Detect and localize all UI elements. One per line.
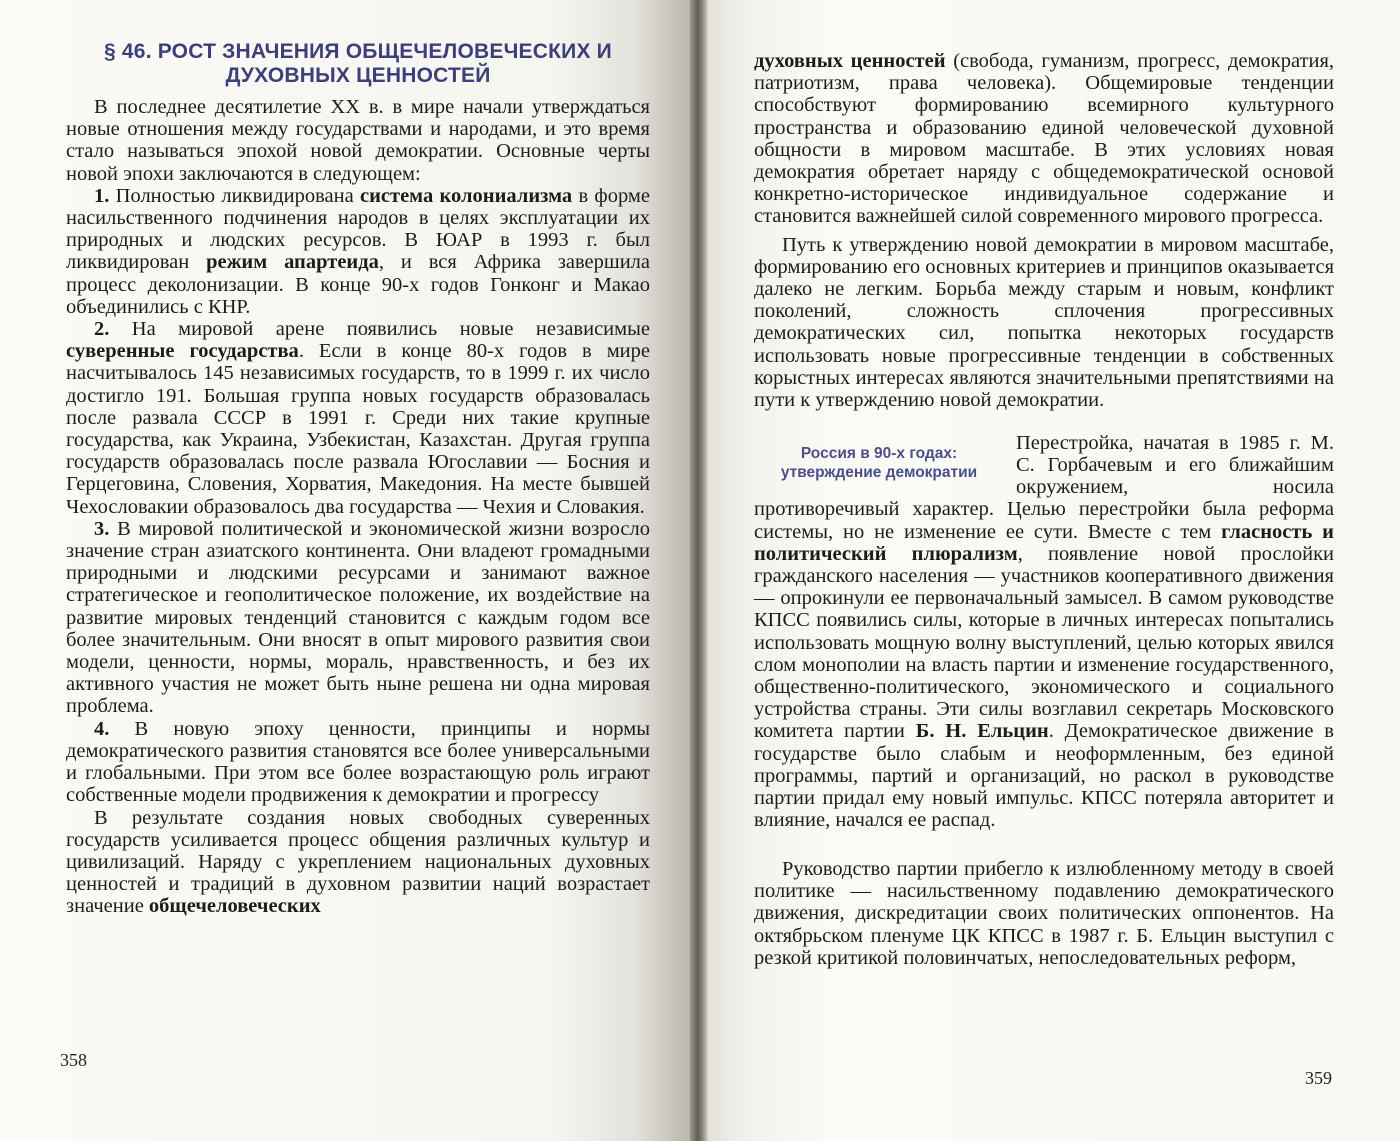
page-number-left: 358	[60, 1050, 87, 1070]
continued-paragraph: духовных ценностей (свобода, гуманизм, прогресс, демократия, патриотизм, права человека). Общемировые тенденции способствуют формированию всемирного культурного пространства и образованию единой человеческой духовной общности в мировом масштабе. В этих условиях новая демократия обретает наряду с общедемократической основой конкретно-историческое индивидуальное содержание и становится важнейшей силой современного мирового прогресса.	[754, 50, 1334, 228]
point-4-number: 4.	[94, 717, 110, 740]
point-1-number: 1.	[94, 184, 110, 207]
left-page	[0, 0, 690, 1141]
intro-paragraph: В последнее десятилетие XX в. в мире начали утверждаться новые отношения между государствами и народами, и это время стало называться эпохой новой демократии. Основные черты новой эпохи заключаются в следующем:	[66, 96, 650, 185]
point-4-paragraph: 4. В новую эпоху ценности, принципы и нормы демократического развития становятся все более универсальными и глобальными. При этом все более возрастающую роль играют собственные модели продвижения к демократии и прогрессу	[66, 717, 650, 807]
democracy-path-paragraph: Путь к утверждению новой демократии в мировом масштабе, формированию его основных критериев и принципов оказывается далеко не легким. Борьба между старым и новым, конфликт поколений, сложность сплочения прогрессивных демократических сил, попытка некоторых государств использовать новые прогрессивные тенденции в собственных корыстных интересах являются значительными препятствиями на пути к утверждению новой демократии.	[754, 233, 1334, 412]
term-apartheid: режим апартеида	[206, 251, 379, 274]
term-glasnost-pluralism: гласность и политический плюрализм	[754, 520, 1334, 565]
point-1-paragraph: 1. Полностью ликвидирована система колониализма в форме насильственного подчинения народов в целях эксплуатации их природных и людских ресурсов. В ЮАР в 1993 г. был ликвидирован режим апартеида, и вся Африка завершила процесс деколонизации. В конце 90-х годов Гонконг и Макао объединились с КНР.	[66, 184, 650, 318]
book-gutter	[690, 0, 708, 1141]
term-yeltsin: Б. Н. Ельцин	[915, 720, 1049, 743]
point-3-number: 3.	[94, 517, 110, 540]
russia-section	[754, 432, 1334, 852]
section-title	[66, 40, 650, 88]
conclusion-paragraph: В результате создания новых свободных суверенных государств усиливается процесс общения различных культур и цивилизаций. Наряду с укреплением национальных духовных ценностей и традиций в духовном развитии наций возрастает значение общечеловеческих	[66, 806, 650, 918]
party-leadership-paragraph: Руководство партии прибегло к излюбленному методу в своей политике — насильственному подавлению демократического движения, дискредитации своих политических оппонентов. На октябрьском пленуме ЦК КПСС в 1987 г. Б. Ельцин выступил с резкой критикой половинчатых, непоследовательных реформ,	[754, 857, 1334, 969]
term-colonialism: система колониализма	[359, 184, 573, 207]
point-2-number: 2.	[94, 318, 110, 341]
section-title-line-2: ДУХОВНЫХ ЦЕННОСТЕЙ	[225, 64, 491, 87]
margin-heading: Россия в 90-х годах: утверждение демократии	[780, 444, 978, 481]
page-number-right: 359	[1305, 1068, 1332, 1088]
point-3-paragraph: 3. В мировой политической и экономической жизни возросло значение стран азиатского континента. Они владеют громадными природными и людскими ресурсами и занимают важное стратегическое и геополитическое положение, их воздействие на развитие мировых тенденций становится с каждым годом все более значительным. Они вносят в опыт мирового развития свои модели, ценности, нормы, мораль, нравственность, и без их активного участия не может быть ныне решена ни одна мировая проблема.	[66, 517, 650, 718]
point-2-paragraph: 2. На мировой арене появились новые независимые суверенные государства. Если в конце 80-х годов в мире насчитывалось 145 независимых государств, то в 1999 г. их число достигло 191. Большая группа новых государств образовалась после развала СССР в 1991 г. Среди них такие крупные государства, как Украина, Узбекистан, Казахстан. Другая группа государств образовалась после развала Югославии — Босния и Герцеговина, Словения, Хорватия, Македония. На месте бывшей Чехословакии образовалось два государства — Чехия и Словакия.	[66, 318, 650, 518]
section-title-line-1: § 46. РОСТ ЗНАЧЕНИЯ ОБЩЕЧЕЛОВЕЧЕСКИХ И	[104, 40, 612, 63]
term-spiritual-values: духовных ценностей	[754, 50, 946, 72]
term-universal-values: общечеловеческих	[148, 895, 321, 918]
term-sovereign-states: суверенные государства	[66, 340, 299, 363]
perestroika-paragraph: Перестройка, начатая в 1985 г. М. С. Горбачевым и его ближайшим окружением, носила противоречивый характер. Целью перестройки была реформа системы, но не изменение ее сути. Вместе с тем гласность и политический плюрализм, появление новой прослойки гражданского населения — участников кооперативного движения — опрокинули ее первоначальный замысел. В самом руководстве КПСС появились силы, которые в личных интересах попытались использовать мощную волну выступлений, целью которых явился слом монополии на власть партии и изменение государственного, общественно-политического, экономического и социального устройства страны. Эти силы возглавил секретарь Московского комитета партии Б. Н. Ельцин. Демократическое движение в государстве было слабым и неоформленным, без единой программы, партий и организаций, но раскол в руководстве партии придал ему новый импульс. КПСС потеряла авторитет и влияние, начался ее распад.	[754, 431, 1334, 832]
right-page	[708, 0, 1400, 1141]
